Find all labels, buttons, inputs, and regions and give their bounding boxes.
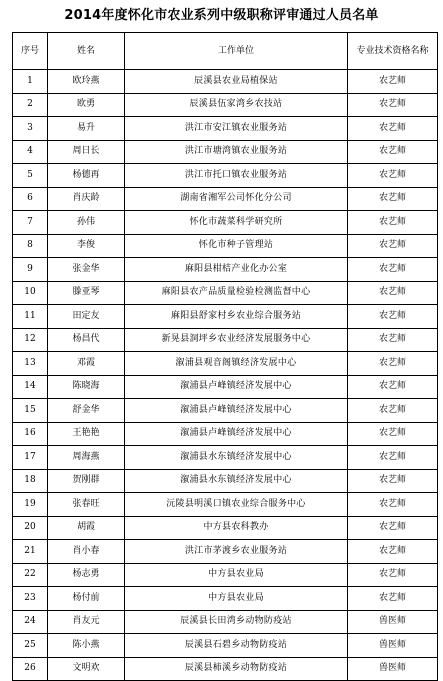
- qualification-cell: 农艺师: [348, 281, 438, 305]
- qualification-cell: 农艺师: [348, 187, 438, 211]
- serial-number-cell: 18: [13, 469, 48, 493]
- work-unit-cell: 洪江市茅渡乡农业服务站: [125, 540, 348, 564]
- name-cell: 孙伟: [48, 211, 125, 235]
- work-unit-cell: 洪江市安江镇农业服务站: [125, 117, 348, 141]
- qualification-cell: 农艺师: [348, 493, 438, 517]
- serial-number-cell: 1: [13, 70, 48, 94]
- work-unit-cell: 辰溪县柿溪乡动物防疫站: [125, 657, 348, 681]
- qualification-cell: 兽医师: [348, 634, 438, 658]
- table-row: [13, 610, 438, 634]
- name-cell: 杨志勇: [48, 563, 125, 587]
- header-serial-number: 序号: [13, 33, 48, 70]
- qualification-cell: 农艺师: [348, 587, 438, 611]
- serial-number-cell: 23: [13, 587, 48, 611]
- qualification-cell: 农艺师: [348, 375, 438, 399]
- name-cell: 文明欢: [48, 657, 125, 681]
- header-name: 姓名: [48, 33, 125, 70]
- qualification-cell: 兽医师: [348, 657, 438, 681]
- work-unit-cell: 中方县农科教办: [125, 516, 348, 540]
- table-row: [13, 164, 438, 188]
- name-cell: 杨昌代: [48, 328, 125, 352]
- serial-number-cell: 5: [13, 164, 48, 188]
- work-unit-cell: 怀化市种子管理站: [125, 234, 348, 258]
- name-cell: 李俊: [48, 234, 125, 258]
- serial-number-cell: 3: [13, 117, 48, 141]
- serial-number-cell: 9: [13, 258, 48, 282]
- table-row: [13, 634, 438, 658]
- table-row: [13, 540, 438, 564]
- name-cell: 周海燕: [48, 446, 125, 470]
- table-row: [13, 375, 438, 399]
- serial-number-cell: 24: [13, 610, 48, 634]
- table-row: [13, 587, 438, 611]
- work-unit-cell: 沅陵县明溪口镇农业综合服务中心: [125, 493, 348, 517]
- table-row: [13, 70, 438, 94]
- qualification-cell: 农艺师: [348, 446, 438, 470]
- work-unit-cell: 中方县农业局: [125, 563, 348, 587]
- name-cell: 杨德再: [48, 164, 125, 188]
- serial-number-cell: 11: [13, 305, 48, 329]
- qualification-cell: 农艺师: [348, 399, 438, 423]
- serial-number-cell: 17: [13, 446, 48, 470]
- qualification-cell: 农艺师: [348, 469, 438, 493]
- table-row: [13, 657, 438, 681]
- serial-number-cell: 25: [13, 634, 48, 658]
- qualification-cell: 农艺师: [348, 234, 438, 258]
- serial-number-cell: 19: [13, 493, 48, 517]
- table-row: [13, 328, 438, 352]
- qualification-cell: 农艺师: [348, 540, 438, 564]
- header-qualification: 专业技术资格名称: [348, 33, 438, 70]
- work-unit-cell: 洪江市托口镇农业服务站: [125, 164, 348, 188]
- roster-table: [12, 32, 438, 681]
- qualification-cell: 兽医师: [348, 610, 438, 634]
- qualification-cell: 农艺师: [348, 563, 438, 587]
- serial-number-cell: 21: [13, 540, 48, 564]
- table-row: [13, 516, 438, 540]
- table-row: [13, 93, 438, 117]
- table-row: [13, 305, 438, 329]
- serial-number-cell: 6: [13, 187, 48, 211]
- work-unit-cell: 洪江市塘湾镇农业服务站: [125, 140, 348, 164]
- table-row: [13, 493, 438, 517]
- work-unit-cell: 辰溪县石碧乡动物防疫站: [125, 634, 348, 658]
- qualification-cell: 农艺师: [348, 305, 438, 329]
- serial-number-cell: 8: [13, 234, 48, 258]
- serial-number-cell: 13: [13, 352, 48, 376]
- table-row: [13, 446, 438, 470]
- work-unit-cell: 麻阳县舒家村乡农业综合服务站: [125, 305, 348, 329]
- roster-body: [13, 70, 438, 681]
- name-cell: 张春旺: [48, 493, 125, 517]
- name-cell: 肖小春: [48, 540, 125, 564]
- name-cell: 欧勇: [48, 93, 125, 117]
- qualification-cell: 农艺师: [348, 211, 438, 235]
- qualification-cell: 农艺师: [348, 140, 438, 164]
- work-unit-cell: 溆浦县观音阁镇经济发展中心: [125, 352, 348, 376]
- name-cell: 陈晓海: [48, 375, 125, 399]
- serial-number-cell: 12: [13, 328, 48, 352]
- name-cell: 肖庆龄: [48, 187, 125, 211]
- table-row: [13, 422, 438, 446]
- table-row: [13, 187, 438, 211]
- qualification-cell: 农艺师: [348, 352, 438, 376]
- table-row: [13, 469, 438, 493]
- serial-number-cell: 26: [13, 657, 48, 681]
- document-title: 2014年度怀化市农业系列中级职称评审通过人员名单: [64, 8, 379, 23]
- work-unit-cell: 麻阳县农产品质量检验检测监督中心: [125, 281, 348, 305]
- work-unit-cell: 怀化市蔬菜科学研究所: [125, 211, 348, 235]
- table-row: [13, 117, 438, 141]
- work-unit-cell: 溆浦县卢峰镇经济发展中心: [125, 375, 348, 399]
- qualification-cell: 农艺师: [348, 422, 438, 446]
- qualification-cell: 农艺师: [348, 328, 438, 352]
- serial-number-cell: 4: [13, 140, 48, 164]
- work-unit-cell: 辰溪县农业局植保站: [125, 70, 348, 94]
- name-cell: 易升: [48, 117, 125, 141]
- name-cell: 贺刚群: [48, 469, 125, 493]
- qualification-cell: 农艺师: [348, 516, 438, 540]
- serial-number-cell: 15: [13, 399, 48, 423]
- name-cell: 舒金华: [48, 399, 125, 423]
- table-row: [13, 140, 438, 164]
- serial-number-cell: 7: [13, 211, 48, 235]
- table-row: [13, 352, 438, 376]
- work-unit-cell: 溆浦县水东镇经济发展中心: [125, 469, 348, 493]
- work-unit-cell: 辰溪县长田湾乡动物防疫站: [125, 610, 348, 634]
- name-cell: 陈小燕: [48, 634, 125, 658]
- table-row: [13, 258, 438, 282]
- name-cell: 滕亚琴: [48, 281, 125, 305]
- work-unit-cell: 溆浦县卢峰镇经济发展中心: [125, 422, 348, 446]
- qualification-cell: 农艺师: [348, 117, 438, 141]
- qualification-cell: 农艺师: [348, 164, 438, 188]
- qualification-cell: 农艺师: [348, 258, 438, 282]
- serial-number-cell: 10: [13, 281, 48, 305]
- name-cell: 邓霞: [48, 352, 125, 376]
- work-unit-cell: 溆浦县水东镇经济发展中心: [125, 446, 348, 470]
- serial-number-cell: 2: [13, 93, 48, 117]
- work-unit-cell: 溆浦县卢峰镇经济发展中心: [125, 399, 348, 423]
- work-unit-cell: 辰溪县伍家湾乡农技站: [125, 93, 348, 117]
- serial-number-cell: 16: [13, 422, 48, 446]
- name-cell: 张金华: [48, 258, 125, 282]
- name-cell: 杨付前: [48, 587, 125, 611]
- work-unit-cell: 新晃县洞坪乡农业经济发展服务中心: [125, 328, 348, 352]
- name-cell: 周日长: [48, 140, 125, 164]
- table-row: [13, 234, 438, 258]
- name-cell: 欧玲燕: [48, 70, 125, 94]
- qualification-cell: 农艺师: [348, 70, 438, 94]
- table-row: [13, 211, 438, 235]
- name-cell: 田定友: [48, 305, 125, 329]
- header-work-unit: 工作单位: [125, 33, 348, 70]
- work-unit-cell: 湖南省湘军公司怀化分公司: [125, 187, 348, 211]
- work-unit-cell: 麻阳县柑桔产业化办公室: [125, 258, 348, 282]
- work-unit-cell: 中方县农业局: [125, 587, 348, 611]
- name-cell: 胡霞: [48, 516, 125, 540]
- serial-number-cell: 14: [13, 375, 48, 399]
- table-row: [13, 281, 438, 305]
- table-row: [13, 399, 438, 423]
- table-row: [13, 563, 438, 587]
- serial-number-cell: 22: [13, 563, 48, 587]
- name-cell: 肖友元: [48, 610, 125, 634]
- header-row: [13, 33, 438, 70]
- name-cell: 王艳艳: [48, 422, 125, 446]
- serial-number-cell: 20: [13, 516, 48, 540]
- qualification-cell: 农艺师: [348, 93, 438, 117]
